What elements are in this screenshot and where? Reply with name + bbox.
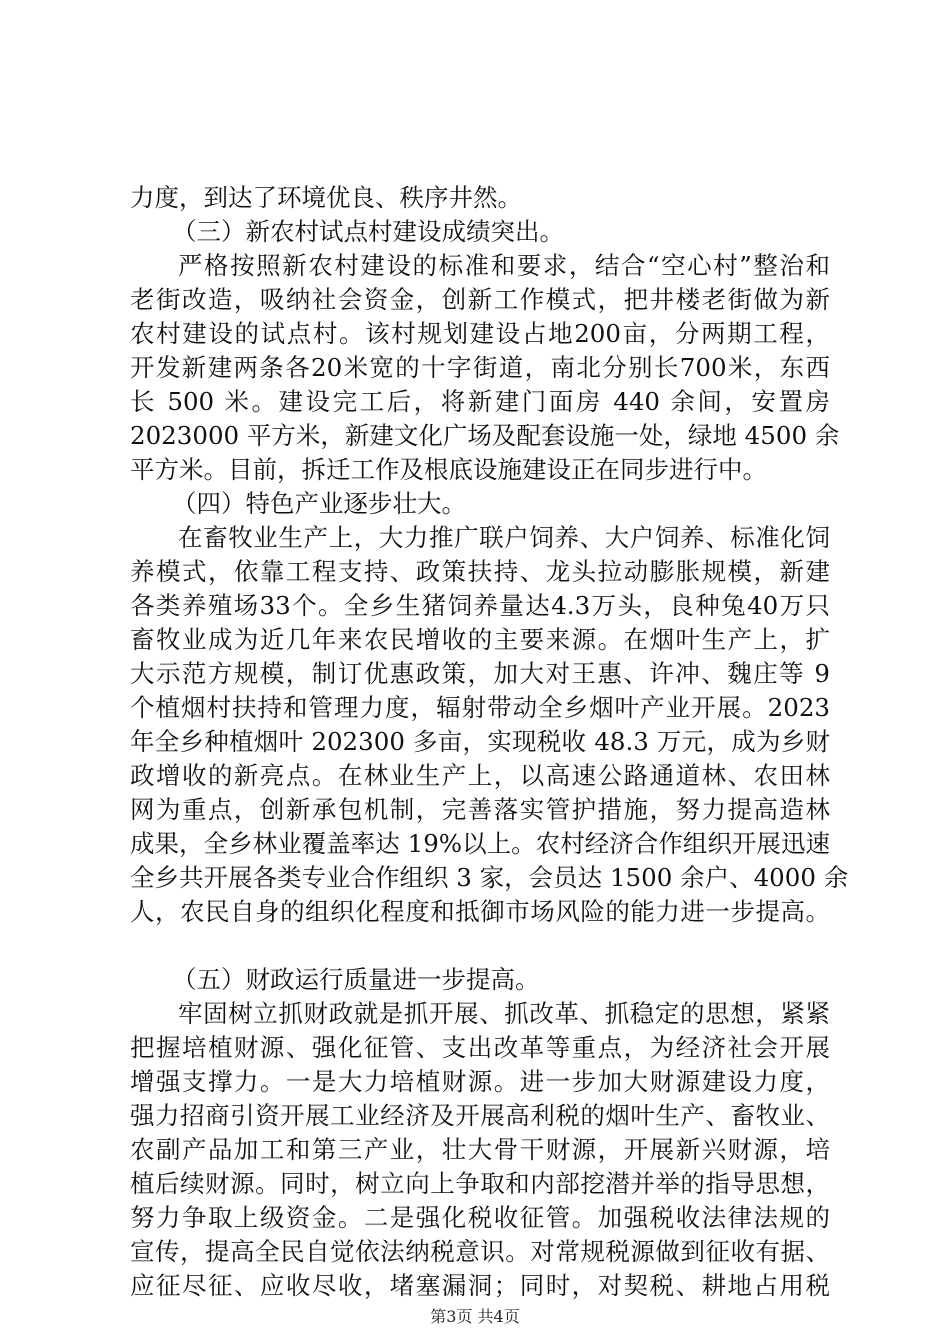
section-heading: （四）特色产业逐步壮大。 bbox=[172, 489, 466, 518]
text-line: 在畜牧业生产上，大力推广联户饲养、大户饲养、标准化饲 bbox=[178, 523, 830, 552]
text-line: 增强支撑力。一是大力培植财源。进一步加大财源建设力度， bbox=[130, 1067, 830, 1096]
text-line: 牢固树立抓财政就是抓开展、抓改革、抓稳定的思想，紧紧 bbox=[178, 999, 830, 1028]
text-line: 宣传，提高全民自觉依法纳税意识。对常规税源做到征收有据、 bbox=[130, 1237, 830, 1266]
text-line: 各类养殖场33个。全乡生猪饲养量达4.3万头，良种兔40万只 bbox=[130, 591, 830, 620]
text-line: 开发新建两条各20米宽的十字街道，南北分别长700米，东西 bbox=[130, 353, 830, 382]
text-line: 养模式，依靠工程支持、政策扶持、龙头拉动膨胀规模，新建 bbox=[130, 557, 830, 586]
page-number: 第3页 共4页 bbox=[430, 1307, 520, 1326]
section-heading: （三）新农村试点村建设成绩突出。 bbox=[172, 217, 564, 246]
text-line: 努力争取上级资金。二是强化税收征管。加强税收法律法规的 bbox=[130, 1203, 830, 1232]
text-line: 农副产品加工和第三产业，壮大骨干财源，开展新兴财源，培 bbox=[130, 1135, 830, 1164]
text-line: 把握培植财源、强化征管、支出改革等重点，为经济社会开展 bbox=[130, 1033, 830, 1062]
text-line: 网为重点，创新承包机制，完善落实管护措施，努力提高造林 bbox=[130, 795, 830, 824]
text-line: 长 500 米。建设完工后，将新建门面房 440 余间，安置房 bbox=[130, 387, 830, 416]
text-line: 力度，到达了环境优良、秩序井然。 bbox=[130, 183, 522, 212]
text-line: 农村建设的试点村。该村规划建设占地200亩，分两期工程， bbox=[130, 319, 830, 348]
text-line: 老街改造，吸纳社会资金，创新工作模式，把井楼老街做为新 bbox=[130, 285, 830, 314]
text-line: 个植烟村扶持和管理力度，辐射带动全乡烟叶产业开展。2023 bbox=[130, 693, 830, 722]
text-line: 政增收的新亮点。在林业生产上，以高速公路通道林、农田林 bbox=[130, 761, 830, 790]
text-line: 强力招商引资开展工业经济及开展高利税的烟叶生产、畜牧业、 bbox=[130, 1101, 830, 1130]
text-line: 应征尽征、应收尽收，堵塞漏洞；同时，对契税、耕地占用税 bbox=[130, 1271, 830, 1300]
section-heading: （五）财政运行质量进一步提高。 bbox=[172, 965, 540, 994]
text-line: 年全乡种植烟叶 202300 多亩，实现税收 48.3 万元，成为乡财 bbox=[130, 727, 830, 756]
text-line: 人，农民自身的组织化程度和抵御市场风险的能力进一步提高。 bbox=[130, 897, 830, 926]
text-line: 全乡共开展各类专业合作组织 3 家，会员达 1500 余户、4000 余 bbox=[130, 863, 849, 892]
text-line: 严格按照新农村建设的标准和要求，结合“空心村”整治和 bbox=[178, 251, 830, 280]
text-line: 平方米。目前，拆迁工作及根底设施建设正在同步进行中。 bbox=[130, 455, 767, 484]
text-line: 成果，全乡林业覆盖率达 19%以上。农村经济合作组织开展迅速 bbox=[130, 829, 830, 858]
text-line: 畜牧业成为近几年来农民增收的主要来源。在烟叶生产上，扩 bbox=[130, 625, 830, 654]
text-line: 2023000 平方米，新建文化广场及配套设施一处，绿地 4500 余 bbox=[130, 421, 840, 450]
text-line: 大示范方规模，制订优惠政策，加大对王惠、许冲、魏庄等 9 bbox=[130, 659, 830, 688]
text-line: 植后续财源。同时，树立向上争取和内部挖潜并举的指导思想， bbox=[130, 1169, 830, 1198]
